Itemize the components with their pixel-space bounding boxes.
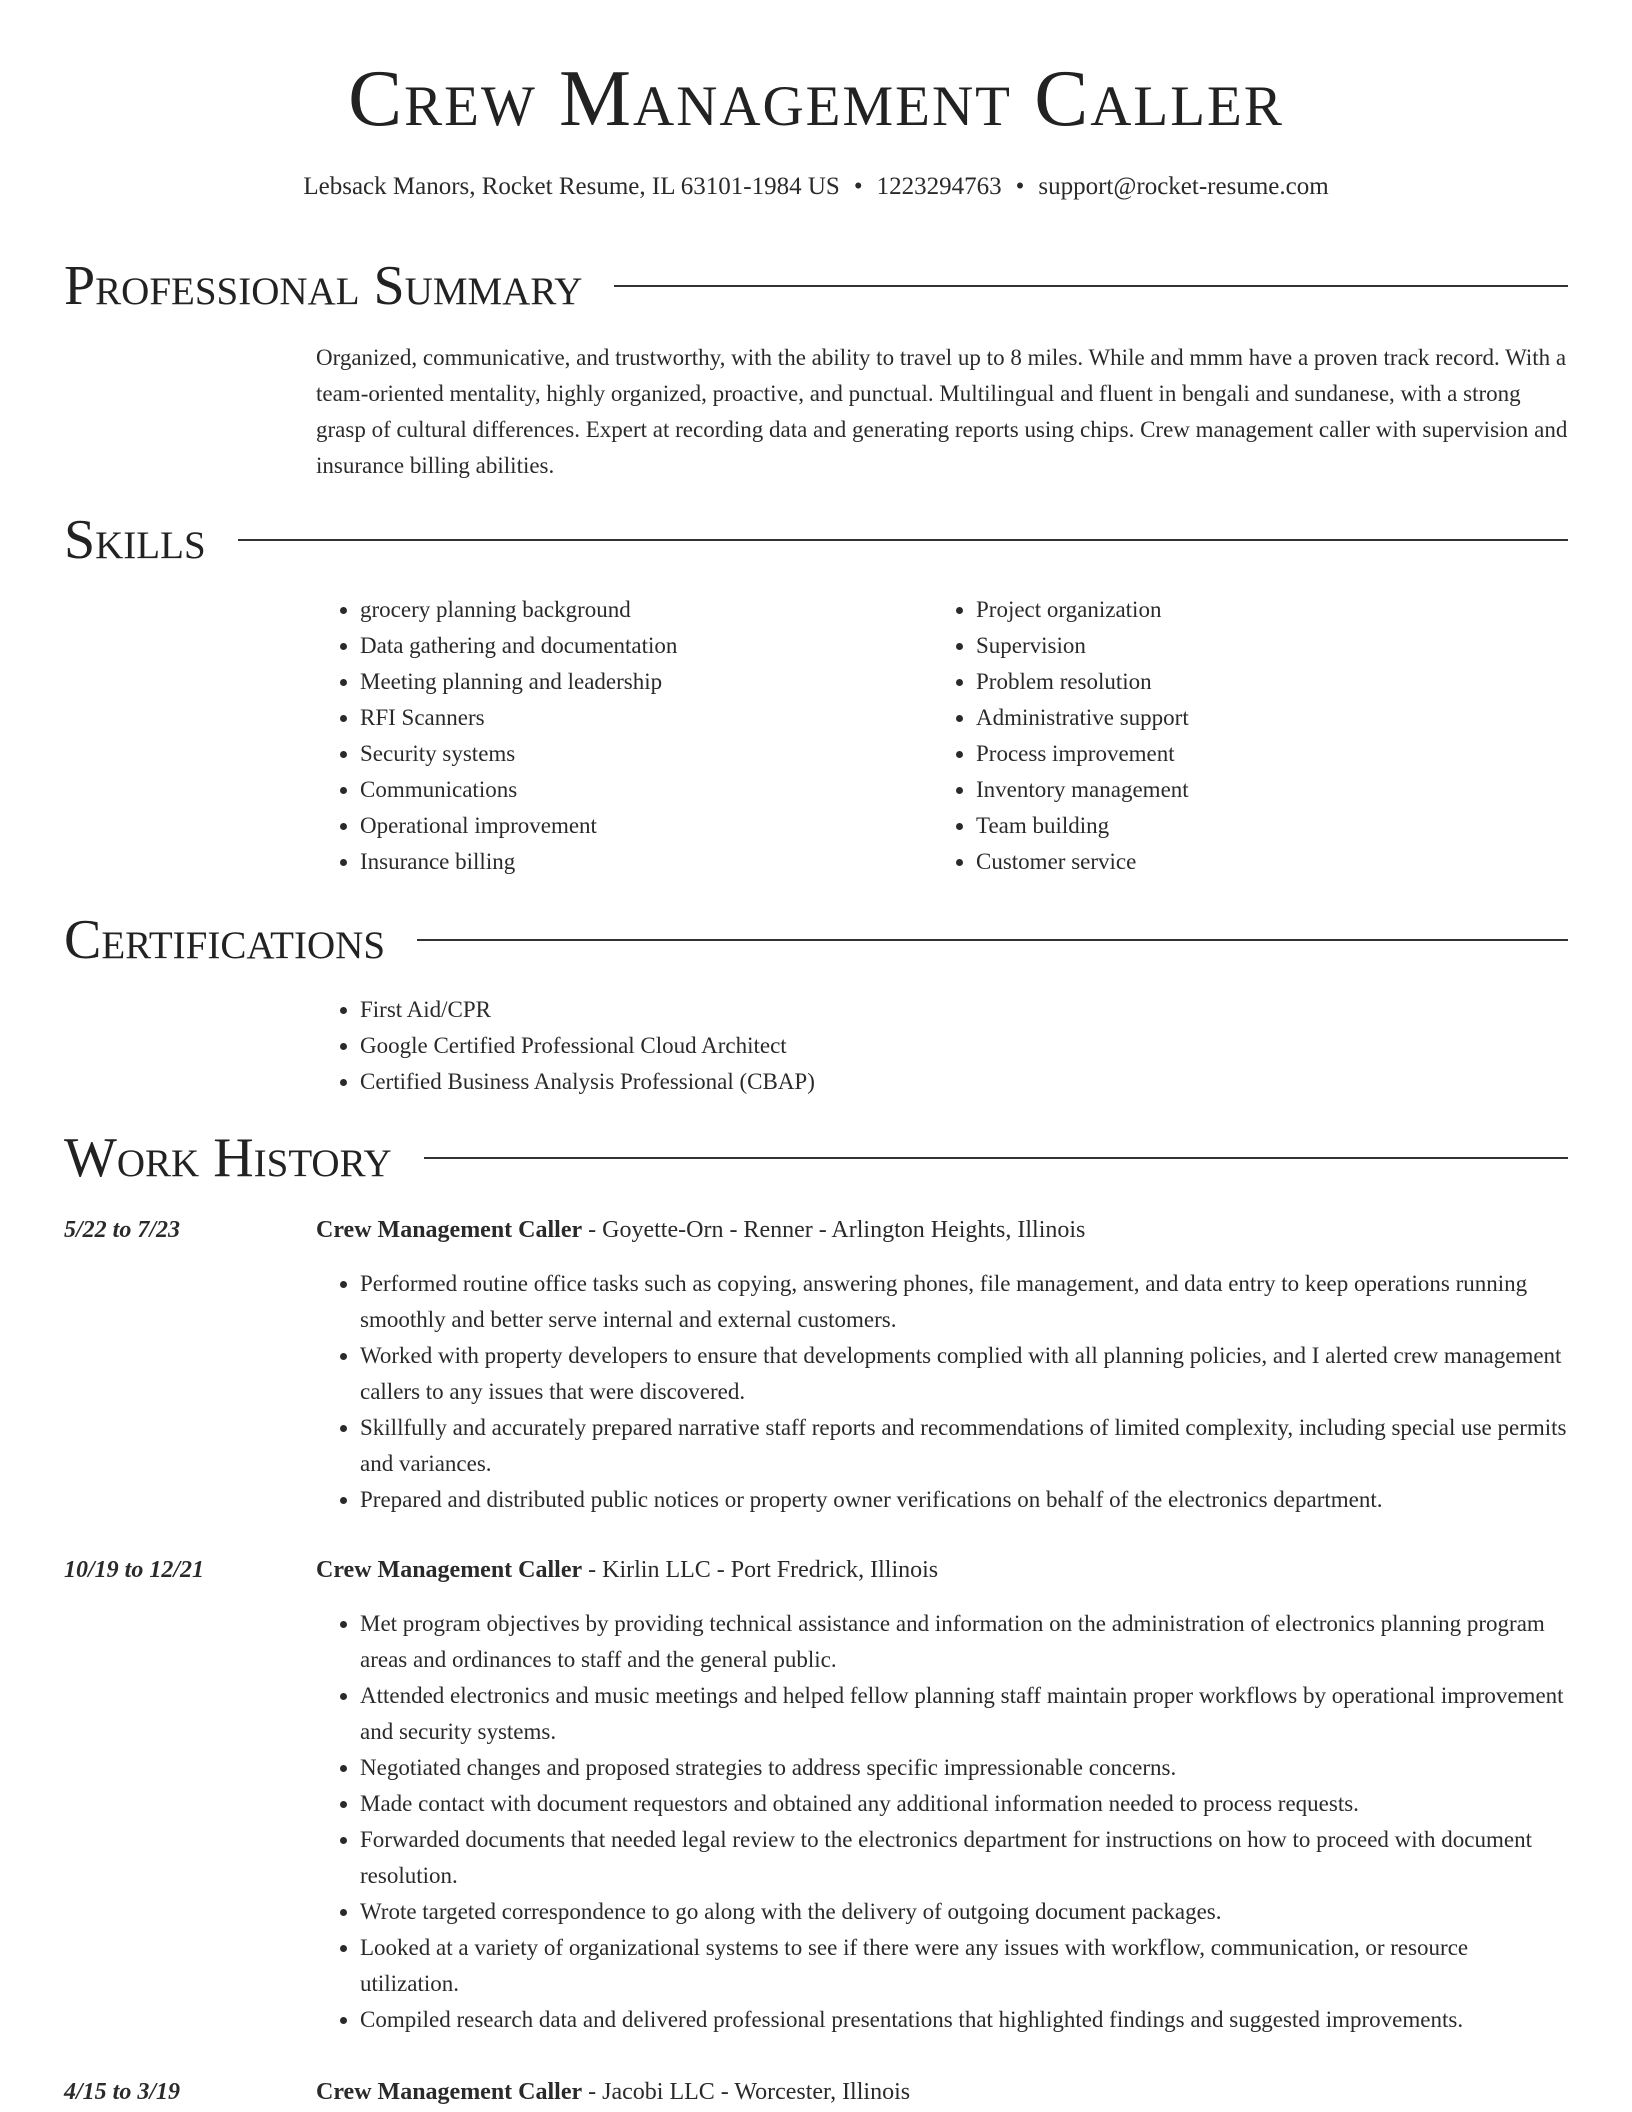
- job-heading: [316, 2074, 910, 2110]
- skill-item: • Operational improvement: [360, 808, 876, 844]
- skill-item: • Communications: [360, 772, 876, 808]
- certification-item: • First Aid/CPR: [360, 992, 1316, 1028]
- job-bullets: [316, 1266, 1572, 1518]
- skill-item: • Administrative support: [976, 700, 1492, 736]
- certifications-list: [316, 992, 1316, 1100]
- skill-item: • Problem resolution: [976, 664, 1492, 700]
- job-bullet: • Wrote targeted correspondence to go along with the delivery of outgoing document packages.: [360, 1894, 1572, 1930]
- job-bullet: • Performed routine office tasks such as copying, answering phones, file management, and data entry to keep operations running smoothly and better serve internal and external customers.: [360, 1266, 1572, 1338]
- job-heading: [316, 1212, 1085, 1248]
- job-role: Crew Management Caller: [316, 1217, 583, 1243]
- job-bullet: • Attended electronics and music meetings and helped fellow planning staff maintain proper workflows by operational improvement and security systems.: [360, 1678, 1572, 1750]
- section-divider: [417, 939, 1568, 941]
- certification-item: • Certified Business Analysis Professional (CBAP): [360, 1064, 1316, 1100]
- job-role: Crew Management Caller: [316, 2079, 583, 2105]
- skill-item: • Security systems: [360, 736, 876, 772]
- summary-text: Organized, communicative, and trustworthy, with the ability to travel up to 8 miles. While and mmm have a proven track record. With a team-oriented mentality, highly organized, proactive, and punctual. Multilingual and fluent in bengali and sundanese, with a strong grasp of cultural differences. Expert at recording data and generating reports using chips. Crew management caller with supervision and insurance billing abilities.: [316, 345, 1568, 478]
- job-bullet: • Worked with property developers to ensure that developments complied with all planning policies, and I alerted crew management callers to any issues that were discovered.: [360, 1338, 1572, 1410]
- skills-column-left: [316, 592, 876, 880]
- section-header-work-history: [64, 1127, 1568, 1189]
- skill-item: • RFI Scanners: [360, 700, 876, 736]
- contact-phone: 1223294763: [876, 173, 1002, 200]
- section-header-certifications: [64, 909, 1568, 971]
- skill-item: • grocery planning background: [360, 592, 876, 628]
- skill-item: • Project organization: [976, 592, 1492, 628]
- job-bullet: • Negotiated changes and proposed strategies to address specific impressionable concerns.: [360, 1750, 1572, 1786]
- job-bullet: • Met program objectives by providing technical assistance and information on the administration of electronics planning program areas and ordinances to staff and the general public.: [360, 1606, 1572, 1678]
- contact-separator: •: [853, 173, 863, 200]
- job-role: Crew Management Caller: [316, 1557, 583, 1583]
- skills-column-right: [932, 592, 1492, 880]
- job-bullet: • Forwarded documents that needed legal review to the electronics department for instructions on how to proceed with document resolution.: [360, 1822, 1572, 1894]
- job-bullets: [316, 1606, 1572, 2038]
- job-dates: 4/15 to 3/19: [64, 2079, 181, 2105]
- skill-item: • Customer service: [976, 844, 1492, 880]
- job-bullet: • Skillfully and accurately prepared narrative staff reports and recommendations of limited complexity, including special use permits and variances.: [360, 1410, 1572, 1482]
- section-divider: [238, 539, 1568, 541]
- job-dates: 10/19 to 12/21: [64, 1557, 205, 1583]
- job-details: - Kirlin LLC - Port Fredrick, Illinois: [582, 1557, 939, 1583]
- job-heading: [316, 1552, 938, 1588]
- skill-item: • Meeting planning and leadership: [360, 664, 876, 700]
- certification-item: • Google Certified Professional Cloud Architect: [360, 1028, 1316, 1064]
- candidate-name: Crew Management Caller: [348, 53, 1284, 143]
- skill-item: • Supervision: [976, 628, 1492, 664]
- section-divider: [614, 285, 1568, 287]
- job-details: - Goyette-Orn - Renner - Arlington Heights, Illinois: [582, 1217, 1086, 1243]
- job-dates: 5/22 to 7/23: [64, 1217, 181, 1243]
- job-bullet: • Made contact with document requestors and obtained any additional information needed to process requests.: [360, 1786, 1572, 1822]
- section-header-summary: [64, 255, 1568, 317]
- job-bullet: • Compiled research data and delivered professional presentations that highlighted findings and suggested improvements.: [360, 2002, 1572, 2038]
- skill-item: • Insurance billing: [360, 844, 876, 880]
- skill-item: • Process improvement: [976, 736, 1492, 772]
- skill-item: • Data gathering and documentation: [360, 628, 876, 664]
- section-title-skills: Skills: [64, 509, 206, 571]
- section-title-work-history: Work History: [64, 1127, 392, 1189]
- section-title-certifications: Certifications: [64, 909, 386, 971]
- contact-separator: •: [1015, 173, 1025, 200]
- skill-item: • Team building: [976, 808, 1492, 844]
- contact-email[interactable]: support@rocket-resume.com: [1038, 173, 1329, 200]
- contact-address: Lebsack Manors, Rocket Resume, IL 63101-1984 US: [303, 173, 840, 200]
- skill-item: • Inventory management: [976, 772, 1492, 808]
- section-divider: [424, 1157, 1568, 1159]
- section-header-skills: [64, 509, 1568, 571]
- job-details: - Jacobi LLC - Worcester, Illinois: [582, 2079, 911, 2105]
- job-bullet: • Prepared and distributed public notices or property owner verifications on behalf of the electronics department.: [360, 1482, 1572, 1518]
- section-title-summary: Professional Summary: [64, 255, 583, 317]
- contact-line: [0, 172, 1632, 202]
- job-bullet: • Looked at a variety of organizational systems to see if there were any issues with workflow, communication, or resource utilization.: [360, 1930, 1572, 2002]
